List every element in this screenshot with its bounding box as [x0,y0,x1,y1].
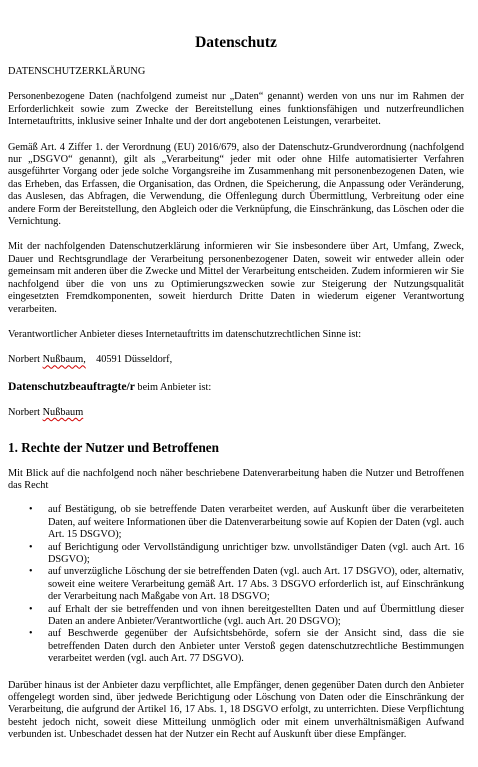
section-heading-rights: 1. Rechte der Nutzer und Betroffenen [8,439,219,455]
dpo-label: Datenschutzbeauftragte/r [8,379,135,393]
dpo-last-name: Nußbaum [42,407,84,419]
dpo-first-name: Norbert [8,407,41,419]
list-item: • auf Erhalt der sie betreffenden und von ihnen bereitgestellten Daten und auf Übermittlung dieser Daten an andere Anbieter/Verantwortliche (vgl. auch Art. 20 DSGVO); [48,604,464,629]
scope-paragraph: Mit der nachfolgenden Datenschutzerklärung informieren wir Sie insbesondere über Art, Umfang, Zweck, Dauer und Rechtsgrundlage der Verarbeitung personenbezogener Daten, soweit wir entweder allein oder gemeinsam mit anderen über die Zwecke und Mittel der Verarbeitung entscheiden. Zudem informieren wir Sie nachfolgend über die von uns zu Optimierungszwecken sowie zur Steigerung der Nutzungsqualität eingesetzten Fremdkomponenten, soweit hierdurch Dritte Daten in wiederum eigener Verantwortung verarbeiten. [8,241,464,315]
provider-first-name: Norbert [8,354,41,366]
list-item: • auf unverzügliche Löschung der sie betreffenden Daten (vgl. auch Art. 17 DSGVO), oder, alternativ, soweit eine weitere Verarbeitung gemäß Art. 17 Abs. 3 DSGVO erforderlich ist, auf Einschränkung der Verarbeitung nach Maßgabe von Art. 18 DSGVO; [48,566,464,603]
rights-intro: Mit Blick auf die nachfolgend noch näher beschriebene Datenverarbeitung haben die Nutzer und Betroffenen das Recht [8,467,464,491]
page-title: Datenschutz [195,34,277,51]
dpo-label-rest: beim Anbieter ist: [134,381,212,393]
provider-intro: Verantwortlicher Anbieter dieses Internetauftritts im datenschutzrechtlichen Sinne ist: [8,328,362,340]
provider-last-name: Nußbaum, [42,354,86,366]
list-item: • auf Beschwerde gegenüber der Aufsichtsbehörde, sofern sie der Ansicht sind, dass die sie betreffenden Daten durch den Anbieter unter Verstoß gegen datenschutzrechtliche Bestimmungen verarbeitet werden (vgl. auch Art. 77 DSGVO). [48,628,464,665]
dpo-name-line [8,407,464,419]
definition-paragraph: Gemäß Art. 4 Ziffer 1. der Verordnung (EU) 2016/679, also der Datenschutz-Grundverordnung (nachfolgend nur „DSGVO“ genannt), gilt als „Verarbeitung“ jeder mit oder ohne Hilfe automatisierter Verfahren ausgeführter Vorgang oder jede solche Vorgangsreihe im Zusammenhang mit personenbezogenen Daten, wie das Erheben, das Erfassen, die Organisation, das Ordnen, die Speicherung, die Anpassung oder Veränderung, das Auslesen, das Abfragen, die Verwendung, die Offenlegung durch Übermittlung, Verbreitung oder eine andere Form der Bereitstellung, den Abgleich oder die Verknüpfung, die Einschränkung, das Löschen oder die Vernichtung. [8,141,464,228]
provider-address: 40591 Düsseldorf, [96,354,173,366]
dpo-heading-line [8,381,464,394]
document-subtitle: DATENSCHUTZERKLÄRUNG [8,66,146,77]
recipients-paragraph: Darüber hinaus ist der Anbieter dazu verpflichtet, alle Empfänger, denen gegenüber Daten durch den Anbieter offengelegt worden sind, über jedwede Berichtigung oder Löschung von Daten oder die Einschränkung der Verarbeitung, die aufgrund der Artikel 16, 17 Abs. 1, 18 DSGVO erfolgt, zu unterrichten. Diese Verpflichtung besteht jedoch nicht, soweit diese Mitteilung unmöglich oder mit einem unverhältnismäßigen Aufwand verbunden ist. Unbeschadet dessen hat der Nutzer ein Recht auf Auskunft über diese Empfänger. [8,679,464,741]
list-item: • auf Bestätigung, ob sie betreffende Daten verarbeitet werden, auf Auskunft über die verarbeiteten Daten, auf weitere Informationen über die Datenverarbeitung sowie auf Kopien der Daten (vgl. auch Art. 15 DSGVO); [48,504,464,541]
rights-list [8,504,464,665]
provider-name-line [8,354,464,366]
intro-paragraph: Personenbezogene Daten (nachfolgend zumeist nur „Daten“ genannt) werden von uns nur im Rahmen der Erforderlichkeit sowie zum Zwecke der Bereitstellung eines funktionsfähigen und nutzerfreundlichen Internetauftritts, inklusive seiner Inhalte und der dort angebotenen Leistungen, verarbeitet. [8,91,464,128]
list-item: • auf Berichtigung oder Vervollständigung unrichtiger bzw. unvollständiger Daten (vgl. auch Art. 16 DSGVO); [48,542,464,567]
